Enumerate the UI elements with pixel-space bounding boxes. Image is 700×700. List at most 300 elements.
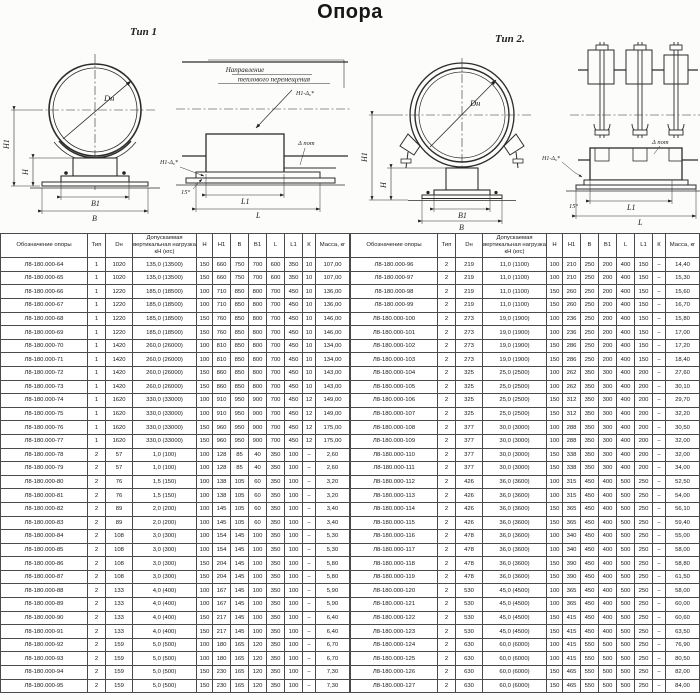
table-cell: 5,0 (500): [133, 638, 197, 652]
table-cell: 5,30: [316, 543, 350, 557]
table-cell: 60,0 (6000): [483, 652, 547, 666]
table-cell: 146,00: [316, 326, 350, 340]
table-cell: 58,80: [666, 557, 700, 571]
table-cell: 108: [106, 557, 133, 571]
column-header: В: [231, 234, 249, 258]
table-cell: –: [303, 516, 316, 530]
table-cell: 350: [267, 557, 285, 571]
table-cell: 250: [635, 611, 653, 625]
table-cell: 185,0 (18500): [133, 299, 197, 313]
table-cell: 250: [635, 584, 653, 598]
table-cell: 400: [617, 421, 635, 435]
type2-label: Тип 2.: [495, 33, 525, 45]
table-cell: –: [653, 271, 666, 285]
table-cell: 350: [267, 584, 285, 598]
table-cell: 100: [285, 652, 303, 666]
table-cell: 400: [617, 258, 635, 272]
table-cell: 219: [456, 285, 483, 299]
table-cell: 426: [456, 489, 483, 503]
table-cell: 478: [456, 530, 483, 544]
table-cell: 150: [635, 326, 653, 340]
table-cell: 150: [547, 353, 563, 367]
table-cell: 19,0 (1900): [483, 326, 547, 340]
table-cell: 57: [106, 462, 133, 476]
table-cell: 630: [456, 652, 483, 666]
column-header: L: [267, 234, 285, 258]
table-cell: 500: [617, 638, 635, 652]
table-cell: 365: [563, 502, 581, 516]
table-cell: 330,0 (33000): [133, 407, 197, 421]
table-cell: –: [653, 326, 666, 340]
column-header: В1: [249, 234, 267, 258]
table-cell: 450: [285, 380, 303, 394]
table-cell: Л8-180.000-94: [1, 666, 88, 680]
table-cell: 150: [197, 271, 213, 285]
table-cell: 250: [635, 557, 653, 571]
table-cell: 105: [231, 489, 249, 503]
table-cell: 12: [303, 407, 316, 421]
table-cell: 36,0 (3600): [483, 530, 547, 544]
table-cell: 350: [267, 598, 285, 612]
table-cell: 146,00: [316, 312, 350, 326]
table-cell: 1420: [106, 339, 133, 353]
table-cell: 450: [285, 312, 303, 326]
table-cell: 810: [213, 353, 231, 367]
table-cell: 107,00: [316, 258, 350, 272]
table-cell: 25,0 (2500): [483, 380, 547, 394]
table-cell: –: [653, 462, 666, 476]
table-cell: Л8-180.000-125: [351, 652, 438, 666]
table-cell: 850: [231, 326, 249, 340]
table-cell: 900: [249, 407, 267, 421]
table-cell: 100: [197, 543, 213, 557]
table-cell: 30,0 (3000): [483, 421, 547, 435]
table-cell: 133: [106, 584, 133, 598]
table-cell: 150: [547, 611, 563, 625]
table-cell: 10: [303, 366, 316, 380]
table-row: [351, 353, 700, 367]
table-cell: 1220: [106, 312, 133, 326]
table-cell: 900: [249, 421, 267, 435]
table-row: [351, 462, 700, 476]
table-cell: 377: [456, 434, 483, 448]
table-cell: 36,0 (3600): [483, 475, 547, 489]
table-cell: Л8-180.000-122: [351, 611, 438, 625]
table-cell: 377: [456, 462, 483, 476]
table-cell: 10: [303, 326, 316, 340]
table-cell: –: [653, 557, 666, 571]
table-cell: 350: [581, 448, 599, 462]
offset-annotation: Н1-Δ₆*: [296, 91, 314, 97]
table-cell: 700: [267, 326, 285, 340]
table-cell: 2: [438, 353, 456, 367]
table-cell: 250: [635, 543, 653, 557]
table-cell: 2: [438, 312, 456, 326]
table-cell: 950: [231, 434, 249, 448]
table-cell: 700: [267, 353, 285, 367]
column-header: Масса, кг: [666, 234, 700, 258]
table-cell: 338: [563, 448, 581, 462]
table-cell: –: [303, 557, 316, 571]
table-cell: 45,0 (4500): [483, 598, 547, 612]
table-cell: 700: [267, 434, 285, 448]
table-cell: 6,70: [316, 638, 350, 652]
table-cell: 260,0 (26000): [133, 353, 197, 367]
table-cell: 400: [617, 407, 635, 421]
table-cell: 1220: [106, 299, 133, 313]
table-cell: 325: [456, 394, 483, 408]
table-cell: 4,0 (400): [133, 584, 197, 598]
table-cell: 150: [635, 299, 653, 313]
table-cell: 150: [547, 407, 563, 421]
table-cell: 200: [599, 312, 617, 326]
table-cell: 400: [617, 285, 635, 299]
table-cell: 400: [599, 543, 617, 557]
dim-b-label: В: [459, 223, 464, 232]
table-cell: 300: [599, 380, 617, 394]
table-row: [1, 638, 350, 652]
table-cell: 2: [438, 407, 456, 421]
table-cell: 138: [213, 475, 231, 489]
table-cell: 500: [599, 638, 617, 652]
column-header: Допускаемая вертикальная нагрузка кН (кгс): [133, 234, 197, 258]
table-cell: 850: [231, 380, 249, 394]
table-row: [351, 489, 700, 503]
table-cell: 167: [213, 598, 231, 612]
table-cell: 100: [547, 326, 563, 340]
table-cell: 450: [581, 570, 599, 584]
table-cell: 250: [635, 666, 653, 680]
table-cell: 19,0 (1900): [483, 312, 547, 326]
table-cell: Л8-180.000-112: [351, 475, 438, 489]
table-cell: 530: [456, 598, 483, 612]
table-cell: 1: [88, 326, 106, 340]
table-cell: 27,60: [666, 366, 700, 380]
table-cell: 60: [249, 516, 267, 530]
table-cell: 120: [249, 679, 267, 693]
table-cell: 200: [635, 434, 653, 448]
table-cell: 2: [438, 557, 456, 571]
table-cell: 400: [599, 598, 617, 612]
table-row: [351, 299, 700, 313]
table-cell: 250: [635, 598, 653, 612]
table-cell: 100: [547, 421, 563, 435]
table-cell: –: [653, 448, 666, 462]
table-cell: 1620: [106, 394, 133, 408]
table-cell: 860: [213, 380, 231, 394]
table-cell: 165: [231, 666, 249, 680]
table-cell: 108: [106, 530, 133, 544]
table-cell: 100: [249, 611, 267, 625]
table-row: [351, 638, 700, 652]
table-cell: 250: [581, 258, 599, 272]
table-cell: 150: [547, 448, 563, 462]
table-cell: Л8-180.000-119: [351, 570, 438, 584]
table-cell: 100: [285, 530, 303, 544]
table-cell: 100: [249, 543, 267, 557]
table-cell: Л8-180.000-121: [351, 598, 438, 612]
table-cell: 150: [197, 625, 213, 639]
table-cell: 11,0 (1100): [483, 299, 547, 313]
table-cell: 800: [249, 366, 267, 380]
table-cell: –: [303, 611, 316, 625]
table-cell: 500: [617, 611, 635, 625]
dim-h1-label: Н1: [2, 139, 11, 149]
table-cell: Л8-180.000-93: [1, 652, 88, 666]
table-cell: 350: [581, 366, 599, 380]
table-cell: 150: [547, 462, 563, 476]
table-row: [351, 679, 700, 693]
table-cell: 550: [581, 652, 599, 666]
table-cell: 273: [456, 312, 483, 326]
dim-l1-label: L1: [627, 203, 636, 212]
table-cell: –: [653, 611, 666, 625]
table-cell: 426: [456, 516, 483, 530]
table-cell: 250: [581, 339, 599, 353]
table-cell: 350: [581, 462, 599, 476]
table-cell: 36,0 (3600): [483, 570, 547, 584]
table-cell: 100: [285, 570, 303, 584]
type2-drawing: [350, 22, 700, 232]
table-cell: 105: [231, 475, 249, 489]
table-cell: 500: [617, 516, 635, 530]
table-cell: 100: [197, 652, 213, 666]
column-header: К: [653, 234, 666, 258]
page-title: Опора: [317, 1, 383, 23]
table-cell: 3,20: [316, 489, 350, 503]
table-cell: 1620: [106, 421, 133, 435]
table-cell: 145: [231, 598, 249, 612]
table-row: [351, 666, 700, 680]
table-cell: 150: [197, 570, 213, 584]
table-cell: 145: [213, 502, 231, 516]
table-cell: 217: [213, 611, 231, 625]
table-cell: 250: [635, 489, 653, 503]
table-cell: 700: [267, 380, 285, 394]
table-cell: 500: [599, 666, 617, 680]
table-row: [351, 366, 700, 380]
table-cell: 2: [438, 666, 456, 680]
table-cell: 2: [438, 502, 456, 516]
table-cell: 30,10: [666, 380, 700, 394]
table-cell: 450: [581, 489, 599, 503]
table-cell: –: [653, 394, 666, 408]
table-cell: 2: [438, 652, 456, 666]
table-cell: 150: [635, 339, 653, 353]
table-cell: 136,00: [316, 285, 350, 299]
table-cell: 150: [547, 339, 563, 353]
table-cell: 800: [249, 326, 267, 340]
table-cell: 120: [249, 638, 267, 652]
table-cell: 2: [438, 462, 456, 476]
table-cell: 100: [285, 611, 303, 625]
table-cell: 143,00: [316, 380, 350, 394]
table-cell: 260: [563, 285, 581, 299]
table-cell: 390: [563, 557, 581, 571]
table-cell: 2: [88, 489, 106, 503]
table-cell: 149,00: [316, 407, 350, 421]
table-cell: 530: [456, 625, 483, 639]
table-row: [1, 299, 350, 313]
table-cell: Л8-180.000-104: [351, 366, 438, 380]
drawings-row: [0, 22, 700, 232]
table-row: [1, 434, 350, 448]
table-cell: 100: [547, 530, 563, 544]
table-cell: 450: [285, 353, 303, 367]
table-cell: 1020: [106, 258, 133, 272]
table-cell: 2: [438, 299, 456, 313]
table-cell: 159: [106, 679, 133, 693]
table-cell: 100: [547, 598, 563, 612]
table-cell: –: [653, 380, 666, 394]
table-cell: 2: [438, 434, 456, 448]
table-row: [1, 625, 350, 639]
table-cell: 400: [617, 448, 635, 462]
table-cell: –: [653, 638, 666, 652]
table-cell: 2: [88, 543, 106, 557]
column-header: L1: [285, 234, 303, 258]
table-row: [1, 570, 350, 584]
table-cell: 377: [456, 421, 483, 435]
table-cell: Л8-180.000-118: [351, 557, 438, 571]
table-cell: 165: [231, 679, 249, 693]
table-cell: Л8-180.000-100: [351, 312, 438, 326]
table-cell: 900: [249, 394, 267, 408]
table-cell: 377: [456, 448, 483, 462]
table-cell: 100: [197, 475, 213, 489]
table-cell: 55,00: [666, 530, 700, 544]
table-cell: Л8-180.000-92: [1, 638, 88, 652]
table-cell: 710: [213, 299, 231, 313]
table-cell: 2: [88, 638, 106, 652]
table-cell: 365: [563, 584, 581, 598]
table-cell: 250: [635, 516, 653, 530]
table-cell: 58,00: [666, 584, 700, 598]
column-header: Тип: [88, 234, 106, 258]
table-row: [351, 652, 700, 666]
table-cell: –: [653, 516, 666, 530]
table-cell: 250: [581, 326, 599, 340]
table-cell: 1,0 (100): [133, 462, 197, 476]
table-row: [351, 421, 700, 435]
table-cell: 2,0 (200): [133, 516, 197, 530]
table-cell: 19,0 (1900): [483, 339, 547, 353]
table-cell: 500: [617, 543, 635, 557]
table-cell: 108: [106, 570, 133, 584]
table-cell: 350: [267, 502, 285, 516]
table-cell: –: [653, 434, 666, 448]
table-cell: Л8-180.000-90: [1, 611, 88, 625]
table-cell: 315: [563, 475, 581, 489]
offset-annotation: Н1-Δ₆*: [542, 156, 560, 162]
dim-l1-label: L1: [241, 197, 250, 206]
table-cell: 32,00: [666, 434, 700, 448]
table-cell: 288: [563, 421, 581, 435]
table-cell: 5,0 (500): [133, 679, 197, 693]
table-row: [1, 679, 350, 693]
table-cell: 2: [88, 557, 106, 571]
table-cell: 145: [213, 516, 231, 530]
table-cell: Л8-180.000-103: [351, 353, 438, 367]
table-cell: 2: [88, 530, 106, 544]
table-cell: 10: [303, 380, 316, 394]
table-cell: 185,0 (18500): [133, 326, 197, 340]
dim-h1-label: Н1: [360, 152, 369, 162]
table-cell: 107,00: [316, 271, 350, 285]
table-cell: Л8-180.000-77: [1, 434, 88, 448]
column-header: Н: [197, 234, 213, 258]
table-cell: 250: [635, 625, 653, 639]
table-cell: 134,00: [316, 339, 350, 353]
table-cell: 1420: [106, 353, 133, 367]
table-cell: Л8-180.000-69: [1, 326, 88, 340]
table-row: [351, 448, 700, 462]
table-cell: 450: [285, 326, 303, 340]
table-cell: Л8-180.000-99: [351, 299, 438, 313]
table-row: [351, 611, 700, 625]
table-row: [1, 489, 350, 503]
table-cell: 60,0 (6000): [483, 638, 547, 652]
table-cell: 5,80: [316, 557, 350, 571]
table-cell: 700: [249, 258, 267, 272]
table-cell: –: [653, 312, 666, 326]
dim-b1-label: В1: [91, 199, 100, 208]
table-cell: 810: [213, 339, 231, 353]
table-cell: 54,00: [666, 489, 700, 503]
table-cell: Л8-180.000-81: [1, 489, 88, 503]
table-cell: 415: [563, 652, 581, 666]
table-cell: 600: [267, 258, 285, 272]
table-cell: 150: [197, 679, 213, 693]
table-cell: 2: [438, 394, 456, 408]
table-cell: 12: [303, 394, 316, 408]
table-cell: 63,50: [666, 625, 700, 639]
table-cell: 217: [213, 625, 231, 639]
table-cell: –: [303, 489, 316, 503]
table-cell: 2: [438, 543, 456, 557]
table-cell: 2: [438, 258, 456, 272]
table-cell: 1420: [106, 380, 133, 394]
table-cell: 2: [88, 598, 106, 612]
dim-dn-label: Dн: [104, 93, 115, 103]
table-cell: Л8-180.000-120: [351, 584, 438, 598]
table-cell: 312: [563, 394, 581, 408]
table-cell: 17,20: [666, 339, 700, 353]
table-cell: 5,90: [316, 598, 350, 612]
table-cell: 700: [267, 394, 285, 408]
table-cell: 330,0 (33000): [133, 434, 197, 448]
table-row: [1, 652, 350, 666]
table-cell: 25,0 (2500): [483, 407, 547, 421]
table-cell: 530: [456, 611, 483, 625]
table-cell: 100: [197, 299, 213, 313]
table-cell: 200: [635, 421, 653, 435]
table-cell: 325: [456, 366, 483, 380]
table-cell: Л8-180.000-110: [351, 448, 438, 462]
table-cell: Л8-180.000-86: [1, 557, 88, 571]
table-cell: 150: [197, 380, 213, 394]
table-cell: 60,0 (6000): [483, 679, 547, 693]
table-cell: 910: [213, 394, 231, 408]
table-cell: 760: [213, 326, 231, 340]
table-cell: Л8-180.000-79: [1, 462, 88, 476]
table-cell: 7,30: [316, 666, 350, 680]
table-cell: 960: [213, 421, 231, 435]
table-cell: 350: [267, 570, 285, 584]
table-cell: 150: [197, 326, 213, 340]
table-cell: 350: [581, 407, 599, 421]
table-cell: 15,30: [666, 271, 700, 285]
